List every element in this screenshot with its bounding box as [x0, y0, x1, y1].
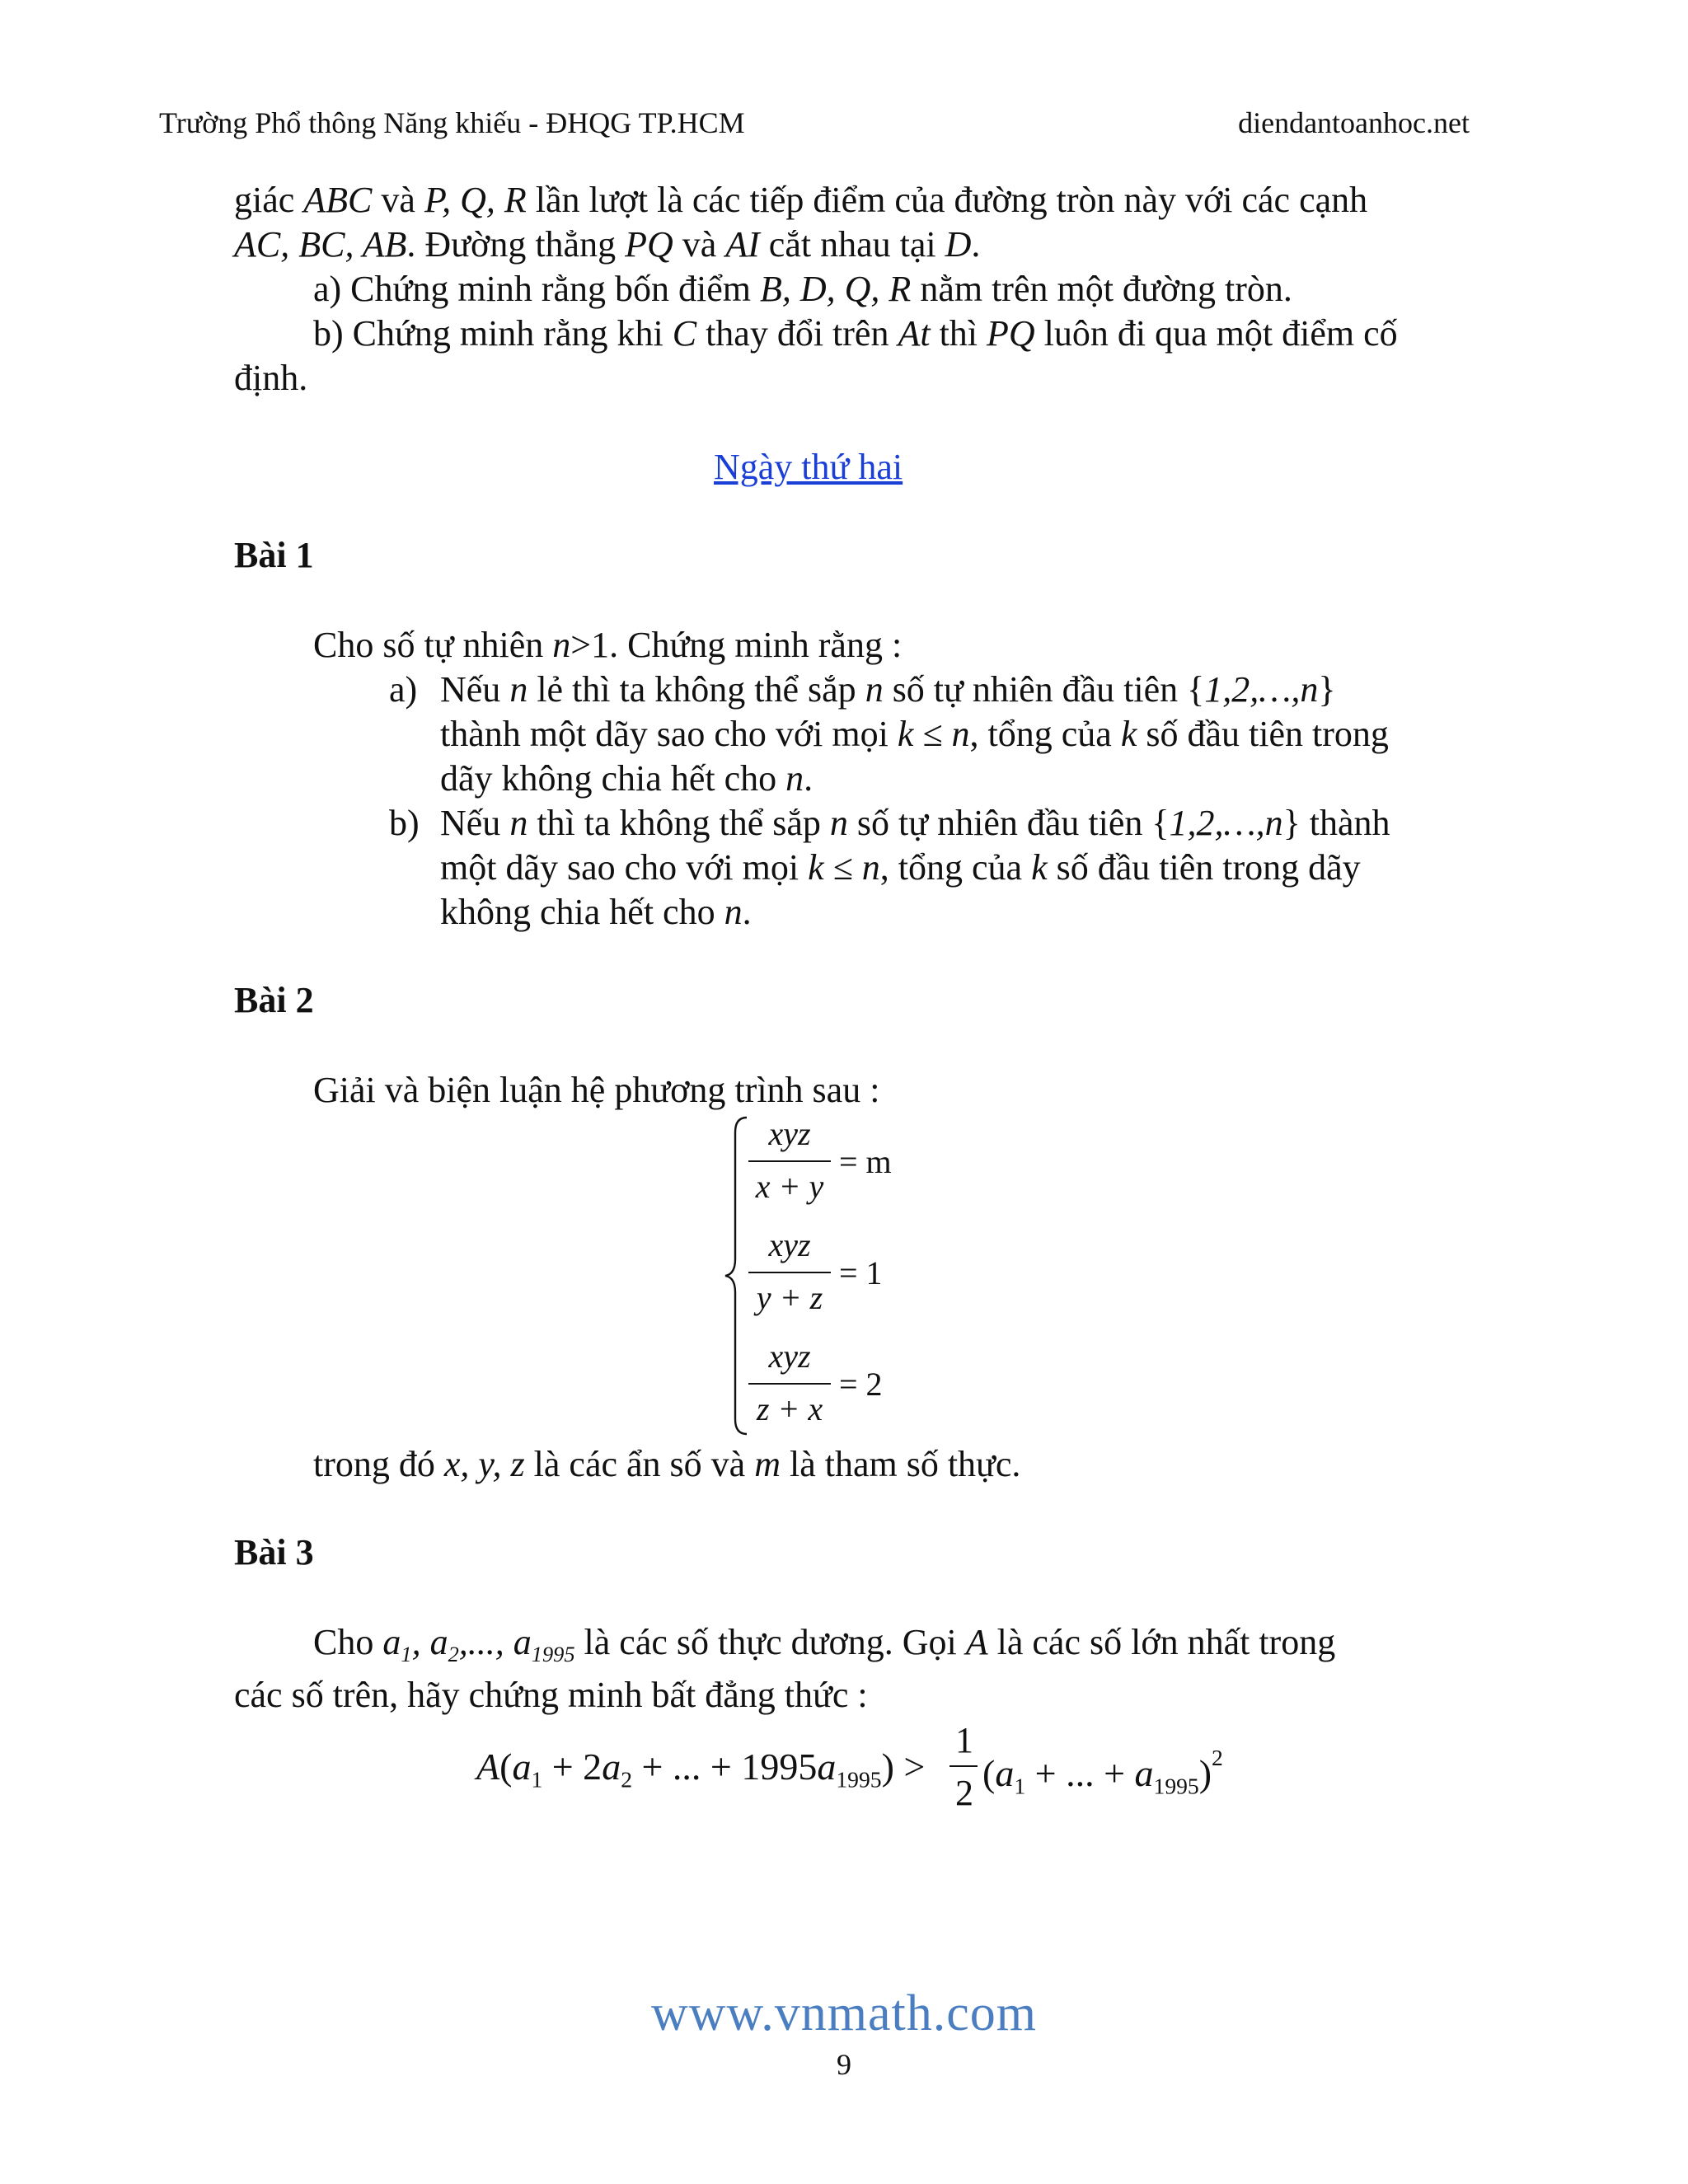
eq2-fraction-bar — [748, 1272, 831, 1273]
eq1-numerator: xyz — [768, 1115, 811, 1152]
eq1-fraction-bar — [748, 1160, 831, 1162]
bai2-heading: Bài 2 — [234, 980, 314, 1020]
inequality-half-denominator: 2 — [955, 1773, 973, 1813]
eq3-denominator: z + x — [756, 1390, 823, 1427]
bai1-b-line-1: Nếu n thì ta không thể sắp n số tự nhiên đầu tiên {1,2,…,n} thành — [440, 803, 1390, 843]
bai1-a-line-2: thành một dãy sao cho với mọi k ≤ n, tổng của k số đầu tiên trong — [440, 714, 1389, 754]
section-title-link[interactable]: Ngày thứ hai — [714, 447, 903, 487]
bai2-tail: trong đó x, y, z là các ẩn số và m là tham số thực. — [313, 1444, 1021, 1484]
inequality-half-bar — [950, 1765, 978, 1767]
header-school: Trường Phổ thông Năng khiếu - ĐHQG TP.HCM — [159, 106, 745, 139]
bai3-line-1: Cho $a_1$, $a_2$,..., $a_{1995}$ là các số thực dương. Gọi A là các số lớn nhất trong — [313, 1622, 1336, 1667]
eq2-rhs: = 1 — [839, 1254, 883, 1291]
bai3-line-2: các số trên, hãy chứng minh bất đẳng thức : — [234, 1675, 868, 1715]
eq3-numerator: xyz — [768, 1338, 811, 1375]
bai3-heading: Bài 3 — [234, 1532, 314, 1572]
bai1-a-label: a) — [389, 669, 418, 710]
bai1-lead: Cho số tự nhiên n>1. Chứng minh rằng : — [313, 625, 903, 665]
intro-line-5: định. — [234, 358, 308, 398]
intro-part-b: b) Chứng minh rằng khi C thay đổi trên At thì PQ luôn đi qua một điểm cố — [313, 313, 1398, 354]
bai1-b-label: b) — [389, 803, 420, 843]
intro-line-1: giác ABC và P, Q, R lần lượt là các tiếp điểm của đường tròn này với các cạnh — [234, 180, 1368, 220]
eq1-rhs: = m — [839, 1143, 892, 1180]
footer-website: www.vnmath.com — [650, 1985, 1037, 2041]
inequality-lhs: $A(a_1 + 2a_2$ + ... + $1995a_{1995}$) > — [476, 1746, 926, 1793]
eq2-numerator: xyz — [768, 1226, 811, 1263]
page-number: 9 — [837, 2048, 851, 2081]
eq3-rhs: = 2 — [839, 1366, 883, 1403]
bai1-b-line-2: một dãy sao cho với mọi k ≤ n, tổng của k số đầu tiên trong dãy — [440, 847, 1361, 888]
header-site: diendantoanhoc.net — [1238, 106, 1470, 139]
eq2-denominator: y + z — [756, 1279, 823, 1316]
bai1-a-line-1: Nếu n lẻ thì ta không thể sắp n số tự nhiên đầu tiên {1,2,…,n} — [440, 669, 1336, 710]
intro-line-2: AC, BC, AB. Đường thẳng PQ và AI cắt nhau tại D. — [234, 224, 981, 265]
inequality-half-numerator: 1 — [955, 1720, 973, 1760]
bai1-a-line-3: dãy không chia hết cho n. — [440, 758, 814, 799]
bai2-lead: Giải và biện luận hệ phương trình sau : — [313, 1070, 880, 1110]
inequality-rhs: ($a_1$ + ... + $a_{1995})^2$ — [982, 1745, 1223, 1799]
eq3-fraction-bar — [748, 1383, 831, 1385]
bai3-sequence-expr: $a_1$, $a_2$,..., $a_{1995}$ — [382, 1622, 575, 1667]
bai1-heading: Bài 1 — [234, 535, 314, 575]
bai1-b-line-3: không chia hết cho n. — [440, 892, 752, 932]
eq1-denominator: x + y — [755, 1168, 824, 1205]
intro-part-a: a) Chứng minh rằng bốn điểm B, D, Q, R nằm trên một đường tròn. — [313, 269, 1292, 309]
